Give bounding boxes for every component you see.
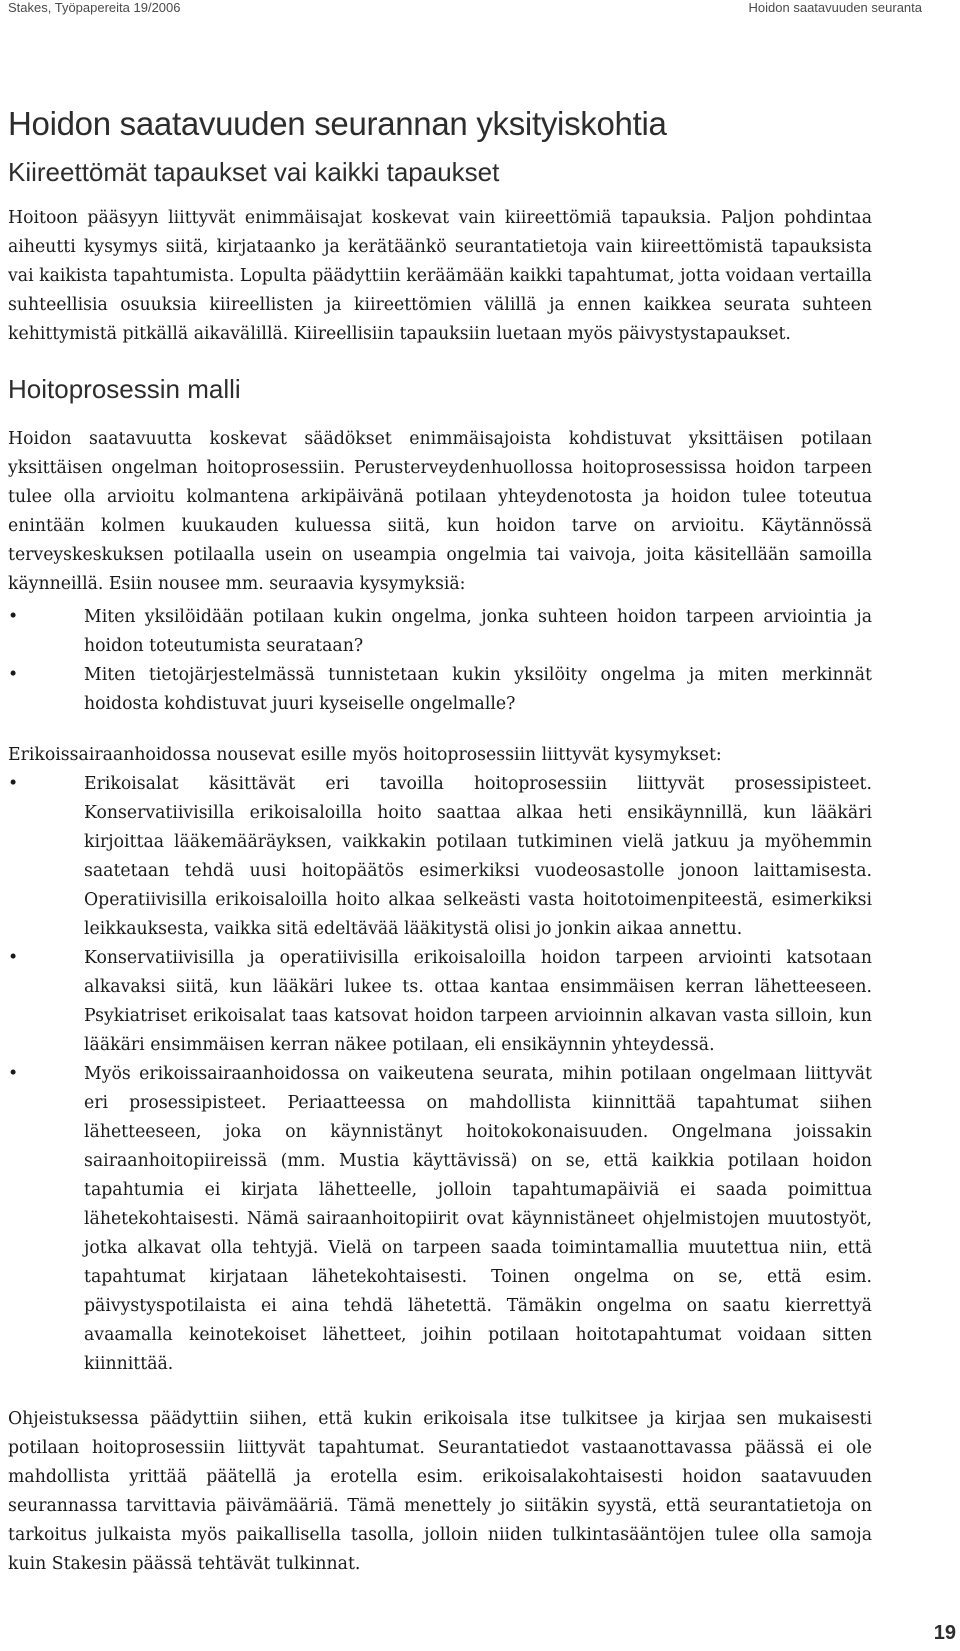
bullet-icon: • — [8, 774, 19, 794]
list-item-text: Konservatiivisilla ja operatiivisilla erikoisaloilla hoidon tarpeen arviointi katsotaan alkavaksi siitä, kun lääkäri lukee ts. ottaa kantaa ensimmäisen kerran lähetteeseen. Psykiatriset erikoisalat taas katsovat hoidon tarpeen arvioinnin alkavan vasta silloin, kun lääkäri ensimmäisen kerran näkee potilaan, eli ensikäynnin yhteydessä. — [84, 948, 872, 1055]
section-heading-process-model: Hoitoprosessin malli — [8, 374, 241, 404]
paragraph-process-model: Hoidon saatavuutta koskevat säädökset enimmäisajoista kohdistuvat yksittäisen potilaan yksittäisen ongelman hoitoprosessiin. Perusterveydenhuollossa hoitoprosessissa hoidon tarpeen tulee olla arvioitu kolmantena arkipäivänä potilaan yhteydenotosta ja hoidon tulee toteutua enintään kolmen kuukauden kuluessa siitä, kun hoidon tarve on arvioitu. Käytännössä terveyskeskuksen potilaalla usein on useampia ongelmia tai vaivoja, joita käsitellään samoilla käynneillä. Esiin nousee mm. seuraavia kysymyksiä: — [8, 429, 872, 594]
page-title: Hoidon saatavuuden seurannan yksityiskohtia — [8, 105, 667, 142]
paragraph-specialist-intro: Erikoissairaanhoidossa nousevat esille myös hoitoprosessiin liittyvät kysymykset: — [8, 745, 722, 765]
running-header — [8, 0, 922, 20]
header-chapter: Hoidon saatavuuden seuranta — [748, 0, 922, 15]
list-item — [8, 944, 872, 1060]
bullet-icon: • — [8, 607, 19, 627]
specialist-question-list — [8, 770, 872, 1379]
list-item — [8, 1060, 872, 1379]
list-item-text: Myös erikoissairaanhoidossa on vaikeutena seurata, mihin potilaan ongelmaan liittyvät eri prosessipisteet. Periaatteessa on mahdollista kiinnittää tapahtumat siihen lähetteeseen, joka on käynnistänyt hoitokokonaisuuden. Ongelmana joissakin sairaanhoitopiireissä (mm. Mustia käyttävissä) on se, että kaikkia potilaan hoidon tapahtumia ei kirjata lähetteelle, jolloin tapahtumapäiviä ei saada poimittua lähetekohtaisesti. Nämä sairaanhoitopiirit ovat käynnistäneet ohjelmistojen muutostyöt, jotka alkavat olla tehtyjä. Vielä on tarpeen saada toimintamallia muutettua niin, että tapahtumat kirjataan lähetekohtaisesti. Toinen ongelma on se, että esim. päivystyspotilaista ei aina tehdä lähetettä. Tämäkin ongelma on saatu kierrettyä avaamalla keinotekoiset lähetteet, joihin potilaan hoitotapahtumat voidaan sitten kiinnittää. — [84, 1064, 872, 1374]
list-item-text: Miten yksilöidään potilaan kukin ongelma, jonka suhteen hoidon tarpeen arviointia ja hoidon toteutumista seurataan? — [84, 607, 872, 656]
paragraph-guidance: Ohjeistuksessa päädyttiin siihen, että kukin erikoisala itse tulkitsee ja kirjaa sen mukaisesti potilaan hoitoprosessiin liittyvät tapahtumat. Seurantatiedot vastaanottavassa päässä ei ole mahdollista yrittää päätellä ja erotella esim. erikoisalakohtaisesti hoidon saatavuuden seurannassa tarvittavia päivämääriä. Tämä menettely jo siitäkin syystä, että seurantatietoja on tarkoitus julkaista myös paikallisella tasolla, jolloin niiden tulkintasääntöjen tulee olla samoja kuin Stakesin päässä tehtävät tulkinnat. — [8, 1409, 872, 1574]
bullet-icon: • — [8, 948, 19, 968]
list-item — [8, 770, 872, 944]
question-list — [8, 603, 872, 719]
list-item-text: Erikoisalat käsittävät eri tavoilla hoitoprosessiin liittyvät prosessipisteet. Konservatiivisilla erikoisaloilla hoito saattaa alkaa heti ensikäynnillä, kun lääkäri kirjoittaa lääkemääräyksen, vaikkakin potilaan tutkiminen vielä jatkuu ja myöhemmin saatetaan tehdä uusi hoitopäätös esimerkiksi vuodeosastolle jonoon laittamisesta. Operatiivisilla erikoisaloilla hoito alkaa selkeästi vasta hoitotoimenpiteestä, esimerkiksi leikkauksesta, vaikka sitä edeltävää lääkitystä olisi jo jonkin aikaa annettu. — [84, 774, 872, 939]
bullet-icon: • — [8, 1064, 19, 1084]
list-item-text: Miten tietojärjestelmässä tunnistetaan kukin yksilöity ongelma ja miten merkinnät hoidosta kohdistuvat juuri kyseiselle ongelmalle? — [84, 665, 872, 714]
page-content — [8, 100, 872, 1579]
paragraph-urgency: Hoitoon pääsyyn liittyvät enimmäisajat koskevat vain kiireettömiä tapauksia. Paljon pohdintaa aiheutti kysymys siitä, kirjataanko ja kerätäänkö seurantatietoja vain kiireettömistä tapauksista vai kaikista tapahtumista. Lopulta päädyttiin keräämään kaikki tapahtumat, jotta voidaan vertailla suhteellisia osuuksia kiireellisten ja kiireettömien välillä ja ennen kaikkea seurata suhteen kehittymistä pitkällä aikavälillä. Kiireellisiin tapauksiin luetaan myös päivystystapaukset. — [8, 208, 872, 344]
section-heading-urgency: Kiireettömät tapaukset vai kaikki tapaukset — [8, 157, 500, 187]
bullet-icon: • — [8, 665, 19, 685]
list-item — [8, 603, 872, 661]
header-publication: Stakes, Työpapereita 19/2006 — [8, 0, 181, 15]
list-item — [8, 661, 872, 719]
page-number: 19 — [933, 1622, 956, 1644]
